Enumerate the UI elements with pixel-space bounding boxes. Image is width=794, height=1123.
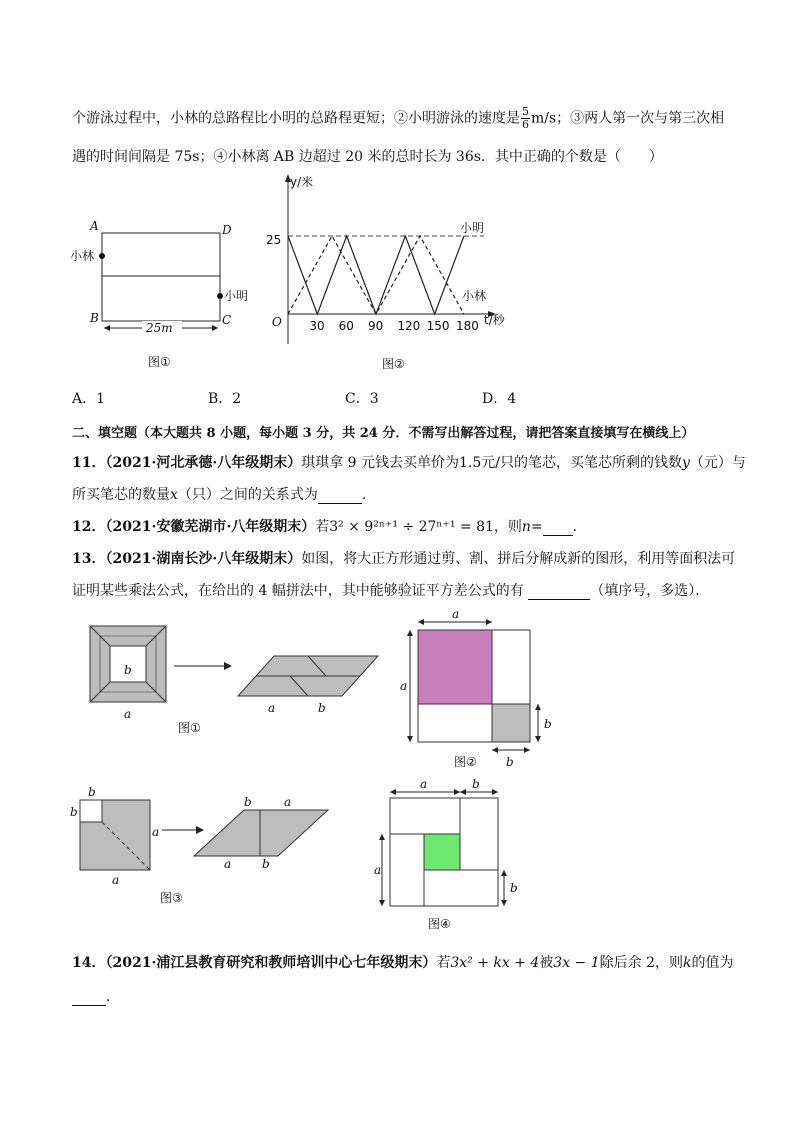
q13-line1 xyxy=(72,548,735,568)
label-a: a xyxy=(452,607,460,621)
figure-caption: 图② xyxy=(454,755,477,769)
q13-figure-4 xyxy=(372,778,532,938)
series-label-xiaolin: 小林 xyxy=(462,289,487,303)
label-a: a xyxy=(268,701,276,715)
label-a: a xyxy=(400,679,408,693)
pool-rect xyxy=(102,233,220,321)
figure-caption: 图③ xyxy=(160,891,183,905)
label-b: b xyxy=(244,795,252,809)
label-C: C xyxy=(222,313,232,327)
q14-var-k: k xyxy=(683,955,692,971)
q11-text: 元/只的笔芯，买笔芯所剩的钱数 xyxy=(481,455,682,471)
q14-text: 若 xyxy=(436,955,451,971)
x-tick-label: 30 xyxy=(309,319,325,333)
q12-text: = xyxy=(530,519,543,535)
label-a: a xyxy=(284,795,292,809)
q13-text: 证明某些乘法公式，在给出的 4 幅拼法中，其中能够验证平方差公式的有 xyxy=(72,583,524,599)
q11-line1 xyxy=(72,452,746,472)
label-b: b xyxy=(262,857,270,871)
xiaolin-line xyxy=(288,236,464,314)
option-c[interactable]: C．3 xyxy=(345,391,379,407)
frac-num: 5 xyxy=(522,105,529,118)
frac-den: 6 xyxy=(522,118,529,131)
q11-var-x: x xyxy=(170,487,178,503)
figure-caption: 图④ xyxy=(428,917,451,931)
label-b: b xyxy=(506,755,514,769)
label-25m: 25m xyxy=(146,321,173,335)
label-b: b xyxy=(88,785,96,799)
x-tick-label: 60 xyxy=(338,319,354,333)
xiaolin-dot xyxy=(99,253,105,259)
q13-figure-3 xyxy=(68,786,348,916)
parallelogram xyxy=(194,810,328,856)
label-a: a xyxy=(124,707,132,721)
purple-square xyxy=(418,630,492,704)
q12-text: ． xyxy=(572,519,587,535)
q14-expression: 3x² + kx + 4 xyxy=(450,955,540,971)
q11-text: （只）之间的关系式为 xyxy=(177,487,318,503)
y-axis-label: y/米 xyxy=(290,175,314,189)
x-tick-label: 90 xyxy=(368,319,384,333)
q11-answer-blank[interactable] xyxy=(318,487,362,504)
q10-line2: 遇的时间间隔是 75s；④小林离 AB 边超过 20 米的总时长为 36s．其中正确的个数是（ ） xyxy=(72,149,663,165)
xiaoming-dot xyxy=(217,293,223,299)
figure-caption: 图① xyxy=(148,355,171,369)
origin-label: O xyxy=(272,315,282,329)
q14-line2 xyxy=(72,986,120,1006)
q13-text: （填序号，多选）． xyxy=(590,583,710,599)
small-square xyxy=(80,800,102,822)
series-label-xiaoming: 小明 xyxy=(460,221,485,235)
label-a: a xyxy=(224,857,232,871)
q14-line1 xyxy=(72,952,733,972)
q13-figure-2 xyxy=(400,607,570,772)
q12-answer-blank[interactable] xyxy=(543,519,573,536)
q14-text: 的值为 xyxy=(691,955,734,971)
section-2-header: 二、填空题（本大题共 8 小题，每小题 3 分，共 24 分．不需写出解答过程，请把答案直接填写在横线上） xyxy=(72,426,695,441)
x-axis-label: t/秒 xyxy=(484,313,505,327)
q13-answer-blank[interactable] xyxy=(528,583,590,600)
q14-text: 被 xyxy=(539,955,554,971)
label-b: b xyxy=(472,777,480,791)
q12-source: （2021·安徽芜湖市·八年级期末） xyxy=(105,519,316,535)
arrow-head-right xyxy=(212,325,218,331)
q14-text: 除后余 2，则 xyxy=(599,955,683,971)
label-B: B xyxy=(90,311,99,325)
figure-caption: 图② xyxy=(382,357,405,371)
label-b: b xyxy=(510,881,518,895)
label-a: a xyxy=(152,825,160,839)
label-a: a xyxy=(112,873,120,887)
label-b: b xyxy=(544,717,552,731)
label-xiaoming: 小明 xyxy=(224,289,249,303)
q14-expression: 3x − 1 xyxy=(553,955,600,971)
q13-number: 13． xyxy=(72,551,106,567)
q12-number: 12． xyxy=(72,519,106,535)
q10-text: 个游泳过程中，小林的总路程比小明的总路程更短；②小明游泳的速度是 xyxy=(72,110,520,127)
q11-price: 1.5 xyxy=(459,455,482,471)
q13-source: （2021·湖南长沙·八年级期末） xyxy=(105,551,302,567)
q12-expression: 3² × 9²ⁿ⁺¹ ÷ 27ⁿ⁺¹ = 81 xyxy=(329,519,494,535)
label-b: b xyxy=(124,663,132,677)
label-A: A xyxy=(90,219,99,233)
q11-number: 11． xyxy=(72,455,106,471)
q12-text: 若 xyxy=(315,519,330,535)
option-b[interactable]: B．2 xyxy=(208,391,242,407)
label-b: b xyxy=(318,701,326,715)
xiaoming-line xyxy=(288,236,464,314)
q10-text: m/s；③两人第一次与第三次相 xyxy=(531,110,725,127)
q11-text: 所买笔芯的数量 xyxy=(72,487,170,503)
q12-line xyxy=(72,516,587,536)
option-a[interactable]: A．1 xyxy=(72,391,106,407)
arrow-head xyxy=(196,826,204,834)
x-ticks xyxy=(309,319,479,333)
q11-text: 琪琪拿 9 元钱去买单价为 xyxy=(301,455,460,471)
q11-text: ． xyxy=(361,487,376,503)
q10-figure-2-graph xyxy=(262,172,522,372)
q14-text: ． xyxy=(106,989,120,1005)
label-xiaolin: 小林 xyxy=(70,249,95,263)
q14-source: （2021·浦江县教育研究和教师培训中心七年级期末） xyxy=(105,955,437,971)
q10-fraction xyxy=(521,106,530,131)
label-a: a xyxy=(374,863,382,877)
q14-answer-blank[interactable] xyxy=(72,989,106,1006)
q11-source: （2021·河北承德·八年级期末） xyxy=(105,455,302,471)
q11-text: （元）与 xyxy=(689,455,746,471)
q12-text: ，则 xyxy=(493,519,522,535)
arrow-head xyxy=(224,662,232,670)
figure-caption: 图① xyxy=(178,721,201,735)
q11-line2 xyxy=(72,484,376,504)
option-d[interactable]: D．4 xyxy=(482,391,517,407)
x-tick-label: 150 xyxy=(426,319,450,333)
q10-line1 xyxy=(72,106,724,131)
q13-line2 xyxy=(72,580,709,600)
label-D: D xyxy=(222,223,232,237)
x-tick-label: 180 xyxy=(456,319,479,333)
gray-square xyxy=(492,704,530,742)
q11-var-y: y xyxy=(682,455,690,471)
y-tick-25: 25 xyxy=(266,233,282,247)
label-a: a xyxy=(420,777,428,791)
q14-number: 14． xyxy=(72,955,106,971)
label-b: b xyxy=(70,805,78,819)
green-square xyxy=(424,834,460,870)
arrow-head-left xyxy=(104,325,110,331)
q13-text: 如图，将大正方形通过剪、割、拼后分解成新的图形，利用等面积法可 xyxy=(301,551,736,567)
q12-var-n: n xyxy=(521,519,531,535)
q10-figure-1 xyxy=(60,220,260,380)
x-tick-label: 120 xyxy=(397,319,421,333)
q13-figure-1 xyxy=(86,622,396,752)
